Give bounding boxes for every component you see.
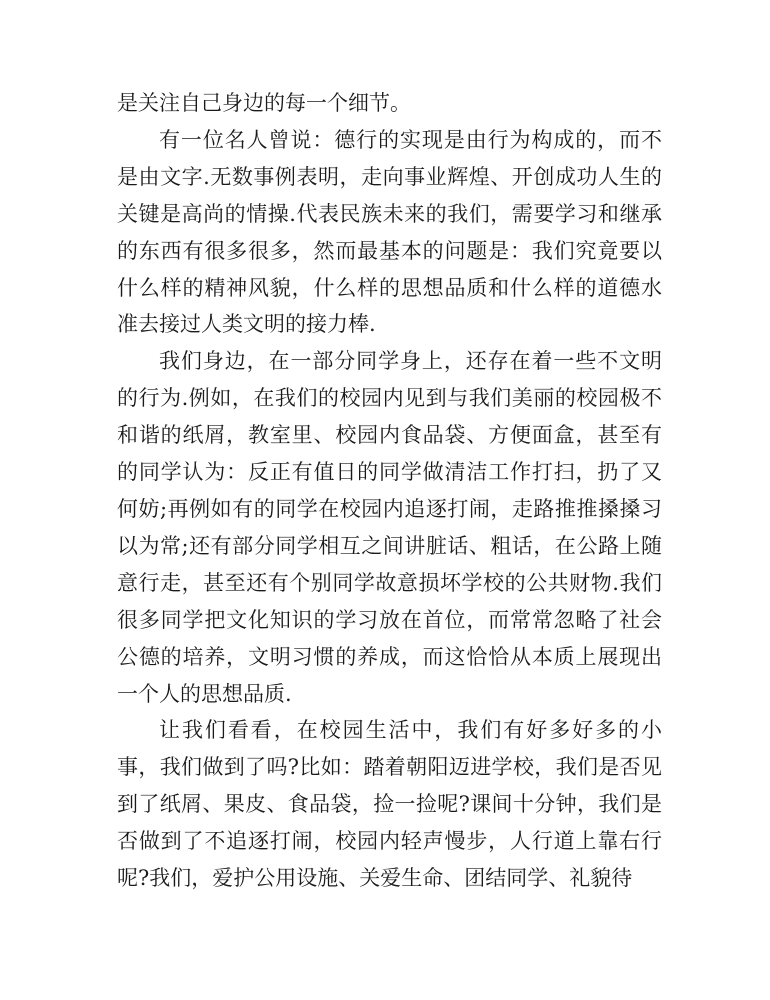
paragraph-continuation: 是关注自己身边的每一个细节。 <box>117 91 411 115</box>
document-body <box>117 85 662 897</box>
paragraph-campus-life: 让我们看看，在校园生活中，我们有好多好多的小事，我们做到了吗?比如：踏着朝阳迈进学校，我们是否见到了纸屑、果皮、食品袋，捡一捡呢?课间十分钟，我们是否做到了不追逐打闹，校园内轻声慢步，人行道上靠右行呢?我们，爱护公用设施、关爱生命、团结同学、礼貌待 <box>117 718 662 891</box>
paragraph-uncivilized-behavior: 我们身边，在一部分同学身上，还存在着一些不文明的行为.例如，在我们的校园内见到与我们美丽的校园极不和谐的纸屑，教室里、校园内食品袋、方便面盒，甚至有的同学认为：反正有值日的同学做清洁工作打扫，扔了又何妨;再例如有的同学在校园内追逐打闹，走路推推搡搡习以为常;还有部分同学相互之间讲脏话、粗话，在公路上随意行走，甚至还有个别同学故意损坏学校的公共财物.我们很多同学把文化知识的学习放在首位，而常常忽略了社会公德的培养，文明习惯的养成，而这恰恰从本质上展现出一个人的思想品质. <box>117 349 662 706</box>
paragraph-famous-quote: 有一位名人曾说：德行的实现是由行为构成的，而不是由文字.无数事例表明，走向事业辉煌、开创成功人生的关键是高尚的情操.代表民族未来的我们，需要学习和继承的东西有很多很多，然而最基本的问题是：我们究竟要以什么样的精神风貌，什么样的思想品质和什么样的道德水准去接过人类文明的接力棒. <box>117 127 662 337</box>
